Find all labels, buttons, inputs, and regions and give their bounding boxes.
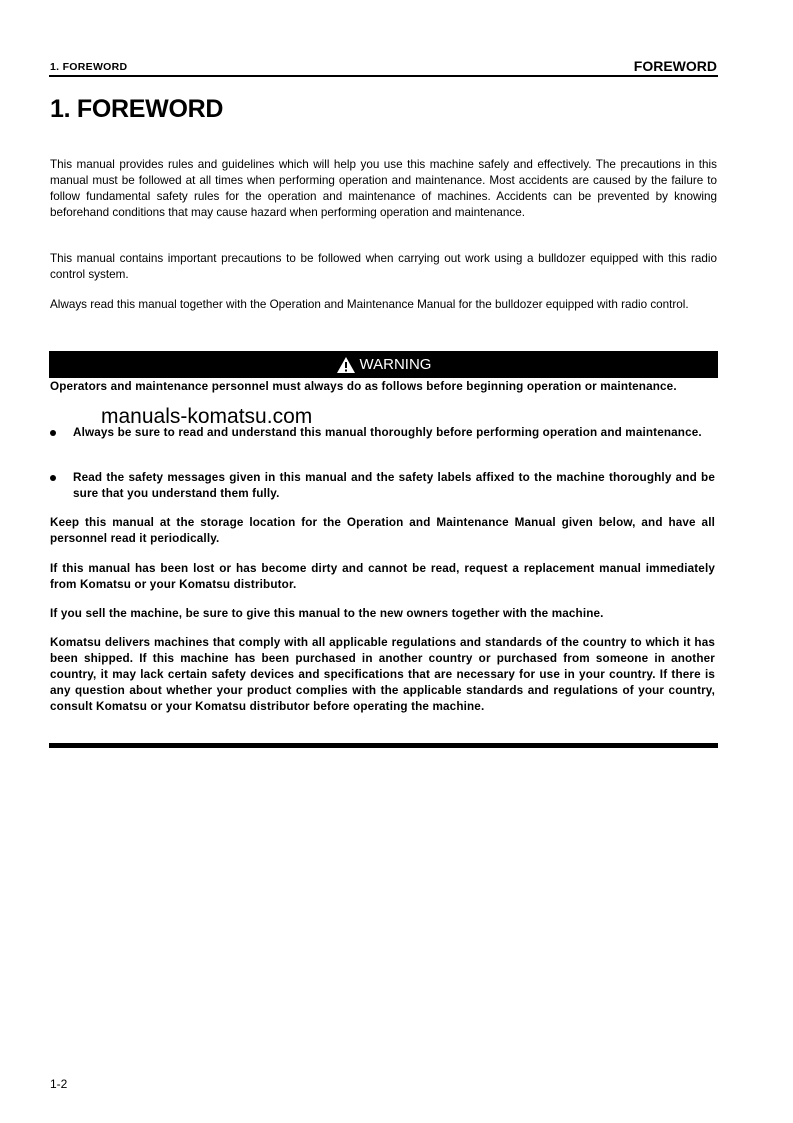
bullet-icon xyxy=(50,430,56,436)
warning-compliance-paragraph: Komatsu delivers machines that comply with all applicable regulations and standards of the country to which it has been shipped. If this machine has been purchased in another country or purchased from someone in another country, it may lack certain safety devices and specifications that are necessary for use in your country. If there is any question about whether your product complies with the applicable standards and regulations of your country, consult Komatsu or your Komatsu distributor before operating the machine. xyxy=(50,636,715,713)
warning-sell-paragraph: If you sell the machine, be sure to give this manual to the new owners together with the machine. xyxy=(50,607,604,620)
running-header-chapter: FOREWORD xyxy=(633,58,717,74)
page-title: 1. FOREWORD xyxy=(50,95,224,123)
warning-intro: Operators and maintenance personnel must always do as follows before beginning operation or maintenance. xyxy=(50,380,677,393)
running-header-section: 1. FOREWORD xyxy=(50,61,128,73)
page-number: 1-2 xyxy=(50,1077,68,1091)
header-rule xyxy=(49,75,718,77)
warning-banner xyxy=(49,351,718,378)
warning-triangle-icon xyxy=(336,356,356,374)
warning-label: WARNING xyxy=(359,356,432,373)
bullet-icon xyxy=(50,475,56,481)
read-together-paragraph: Always read this manual together with the Operation and Maintenance Manual for the bulldozer equipped with radio control. xyxy=(50,298,689,311)
warning-bullet-text: Always be sure to read and understand this manual thoroughly before performing operation and maintenance. xyxy=(73,426,702,439)
warning-end-rule xyxy=(49,743,718,748)
intro-paragraph: This manual provides rules and guidelines which will help you use this machine safely and effectively. The precautions in this manual must be followed at all times when performing operation and maintenance. Most accidents are caused by the failure to follow fundamental safety rules for the operation and maintenance of machines. Accidents can be prevented by knowing beforehand conditions that may cause hazard when performing operation and maintenance. xyxy=(50,158,717,219)
watermark: manuals-komatsu.com xyxy=(101,405,313,428)
warning-bullet-text: Read the safety messages given in this manual and the safety labels affixed to the machine thoroughly and be sure that you understand them fully. xyxy=(73,471,715,500)
warning-lost-manual-paragraph: If this manual has been lost or has become dirty and cannot be read, request a replacement manual immediately from Komatsu or your Komatsu distributor. xyxy=(50,562,715,591)
scope-paragraph: This manual contains important precautions to be followed when carrying out work using a bulldozer equipped with this radio control system. xyxy=(50,252,717,281)
warning-storage-paragraph: Keep this manual at the storage location for the Operation and Maintenance Manual given below, and have all personnel read it periodically. xyxy=(50,516,715,545)
